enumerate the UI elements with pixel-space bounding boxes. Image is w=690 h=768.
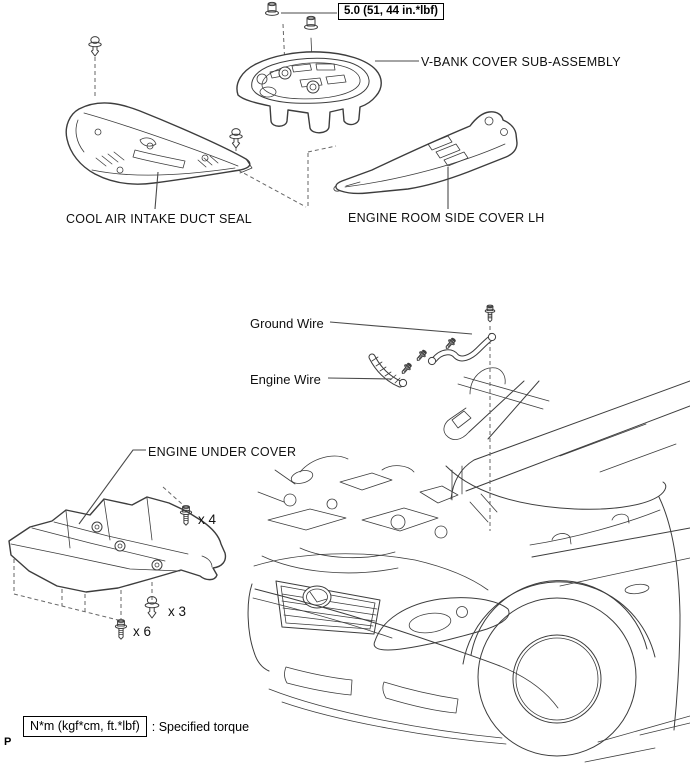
label-ground-wire: Ground Wire (250, 316, 324, 331)
front-bumper (248, 584, 558, 744)
bolt-icon (400, 362, 413, 376)
ground-wire-drawing (428, 333, 495, 364)
label-cool-air-intake-duct-seal: COOL AIR INTAKE DUCT SEAL (66, 212, 252, 226)
fastener-count-x6: x 6 (133, 624, 152, 639)
fastener-count-x4: x 4 (198, 512, 217, 527)
bolt-icon (444, 337, 457, 351)
clip-icon (230, 129, 242, 148)
label-v-bank-cover: V-BANK COVER SUB-ASSEMBLY (421, 55, 621, 69)
headlight (374, 598, 509, 650)
v-bank-cover-drawing (237, 52, 381, 133)
label-engine-under-cover: ENGINE UNDER COVER (148, 445, 297, 459)
nut-icon (305, 16, 318, 29)
torque-legend (23, 716, 249, 737)
clip-icon (89, 37, 101, 56)
label-engine-room-side-cover-lh: ENGINE ROOM SIDE COVER LH (348, 211, 545, 225)
engine-wire-drawing (372, 357, 407, 387)
bolt-icon (485, 305, 495, 322)
bolt-icon (115, 620, 126, 640)
torque-legend-symbol: N*m (kgf*cm, ft.*lbf) (23, 716, 147, 737)
label-engine-wire: Engine Wire (250, 372, 321, 387)
engine-bay-detail (254, 456, 497, 590)
engine-under-cover-drawing (9, 497, 225, 592)
page-marker: P (4, 736, 12, 748)
engine-room-side-cover-drawing (334, 112, 517, 194)
cool-air-intake-duct-seal-drawing (66, 103, 252, 184)
torque-spec-callout: 5.0 (51, 44 in.*lbf) (338, 3, 444, 20)
torque-legend-description: : Specified torque (151, 719, 250, 734)
car-front-quarter-drawing (248, 368, 690, 762)
bolt-icon (415, 349, 428, 363)
nut-icon (266, 2, 279, 15)
fastener-count-x3: x 3 (168, 604, 187, 619)
lexus-emblem (303, 586, 331, 608)
